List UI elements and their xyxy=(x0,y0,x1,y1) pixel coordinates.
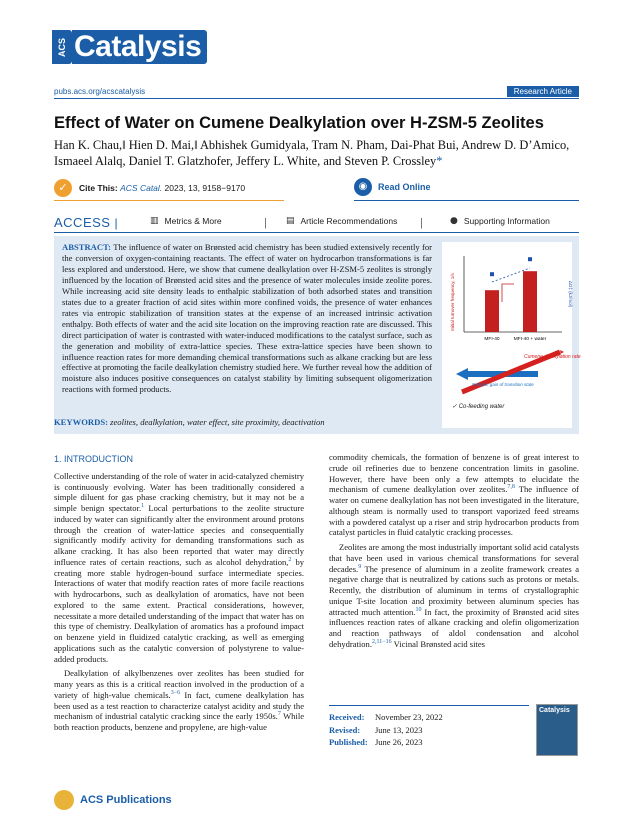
abstract-label: ABSTRACT: xyxy=(62,242,112,252)
read-underline xyxy=(354,200,579,201)
access-divider-1: | xyxy=(264,217,267,229)
section-heading: 1. INTRODUCTION xyxy=(54,454,134,464)
toc-y-right-label: ΔG‡ (kJ/mol) xyxy=(568,280,573,308)
r1b-text: The influence of water on cumene dealkylation has not been investigated in the literature, although steam is normally used to transport vaporized feed streams with a powdered catalyst up a riser and strip hydrocarbon products from catalyst particles in fluid catalytic cracking processes. xyxy=(329,484,579,538)
read-online-label: Read Online xyxy=(378,182,431,192)
metrics-label: Metrics & More xyxy=(164,216,222,226)
ref-link[interactable]: 2,11−16 xyxy=(371,638,392,645)
read-online-button[interactable] xyxy=(354,178,431,196)
toc-marker xyxy=(528,257,532,261)
p2b-text: In fact, cumene dealkylation has been used as a test reaction to characterize catalyst acidity and study the mechanism of industrial catalytic cracking since the early 1950s. xyxy=(54,689,304,722)
received-label: Received: xyxy=(329,712,365,722)
si-icon: ● xyxy=(450,216,458,226)
publisher-logo[interactable] xyxy=(54,790,172,810)
article-icon: ▤ xyxy=(286,216,295,226)
journal-cover-thumbnail[interactable] xyxy=(536,704,578,756)
article-dates xyxy=(329,705,529,749)
toc-arrow-left-label: Entropic gain of transition state xyxy=(472,382,534,387)
keywords-text: zeolites, dealkylation, water effect, site proximity, deactivation xyxy=(110,417,325,427)
toc-bar xyxy=(523,271,537,332)
toc-check-label: ✓ Co-feeding water xyxy=(452,404,505,410)
p2-text: Dealkylation of alkylbenzenes over zeolites has been studied for many years as this is a critical reaction involved in the production of a variety of high-value chemicals. xyxy=(54,668,304,700)
cover-title: Catalysis xyxy=(539,707,570,714)
logo-acs: ACS xyxy=(52,30,72,64)
toc-arrow-up-label: Cumene dealkylation rate xyxy=(524,354,581,360)
toc-bar xyxy=(485,290,499,332)
paragraph-1 xyxy=(54,471,304,665)
cite-underline xyxy=(54,200,284,201)
r2b-text: The presence of aluminum in a zeolite framework creates a negative charge that is neutralized by cations such as protons or metals. Recently, the distribution of aluminum in terms of crystallographic unique T-site location and proximity between aluminum species has attracted much attention. xyxy=(329,563,579,617)
keywords-label: KEYWORDS: xyxy=(54,417,108,427)
ref-link[interactable]: 3−6 xyxy=(170,689,181,696)
supporting-info-link[interactable] xyxy=(450,216,550,226)
r2c-text: In fact, the proximity of Brønsted acid sites influences reaction rates of alkane cracking and olefin oligomerization and reaction pathways of aldol condensation and alcohol dehydration. xyxy=(329,606,579,649)
ref-link[interactable]: 7,8 xyxy=(507,484,515,491)
published-date: June 26, 2023 xyxy=(375,737,423,747)
p1c-text: by creating more stable hydrogen-bound surface intermediate species. Interactions of water that modify reaction rates of more facile reactions with hydrocarbons, such as dealkylation of aromatics, have not been explored to the same extent. Practical considerations, however, necessitate a more detailed understanding of the impact that water has on this type of chemistry. Dealkylation of aromatics has a profound impact on benzene yield in fluidized catalytic cracking, as well as emerging applications such as the catalytic conversion of polystyrene to value-added products. xyxy=(54,556,304,664)
abstract-text: The influence of water on Brønsted acid chemistry has been studied extensively recently for the conversion of oxygen-containing reactants. The effect of water on hydrocarbon transformations is far less explored and understood. Here, we show that cumene dealkylation over H-ZSM-5 zeolites is strongly influenced by the location of Brønsted acid sites and the presence of water molecules inside zeolite pores. While increasing acid site density leads to enthalpic stabilization of both adsorbed states and transition states due to a greater fraction of acid sites within more confined voids, the presence of water enhances rates via entropic stabilization of transition states at the expense of an increased intrinsic activation enthalpy. Both effects of water and the acid site location on the improving reaction rate are discussed. This direct participation of water is contrasted with water-induced modifications to the catalyst surface, such as the generation and mobility of extra-lattice species. These extra-lattice species have been shown to influence reaction rates for more demanding chemical transformations such as alkane cracking but are less effective at promoting the facile dealkylation chemistry studied here. We further reveal how the addition of moisture also induces positive consequences on catalyst stability by limiting subsequent oligomerization reactions with formed products. xyxy=(62,242,432,395)
abstract xyxy=(62,242,432,395)
journal-logo[interactable] xyxy=(52,30,207,64)
article-type-badge: Research Article xyxy=(507,86,579,97)
journal-url[interactable]: pubs.acs.org/acscatalysis xyxy=(54,87,146,96)
ref-link[interactable]: 1 xyxy=(141,503,145,510)
toc-bar-label: MFI-40 + water xyxy=(513,337,547,342)
revised-date: June 13, 2023 xyxy=(375,724,423,735)
body-left-column xyxy=(54,454,304,737)
p1b-text: Local perturbations to the zeolite structure induced by water can significantly alter the environment around protons through the creation of water-lattice species and consequentially significantly modify activity for demanding transformations such as alkane cracking. It has also been reported that water may directly influence rates of certain reactions, such as alcohol dehydration, xyxy=(54,503,304,567)
cite-row xyxy=(54,178,579,198)
revised-label: Revised: xyxy=(329,724,361,735)
paragraph-4 xyxy=(329,542,579,650)
toc-y-left-label: Initial turnover frequency, 1/s xyxy=(450,273,455,331)
authors-line-2: Ismaeel Alalq, Daniel T. Glatzhofer, Jeffery L. White, and Steven P. Crossley xyxy=(54,153,437,168)
keywords xyxy=(54,417,325,427)
ref-link[interactable]: 9 xyxy=(358,563,362,570)
header-rule xyxy=(54,98,579,99)
cite-journal: ACS Catal. xyxy=(120,183,163,193)
body-right-column xyxy=(329,452,579,654)
access-divider-2: | xyxy=(420,217,423,229)
corresponding-mark[interactable]: * xyxy=(436,153,443,168)
abstract-box xyxy=(54,236,579,434)
ref-link[interactable]: 7 xyxy=(277,711,281,718)
recommendations-link[interactable] xyxy=(286,216,397,226)
author-list xyxy=(54,138,584,169)
ref-link[interactable]: 10 xyxy=(415,606,422,613)
logo-journal-name: Catalysis xyxy=(72,30,207,64)
cite-ref: 2023, 13, 9158−9170 xyxy=(164,183,246,193)
r1-text: commodity chemicals, the formation of benzene is of great interest to crude oil refineries due to benzene concentration limits in gasoline. However, there have been only a few attempts to elucidate the mechanism of cumene dealkylation over zeolites. xyxy=(329,452,579,495)
r2-text: Zeolites are among the most industrially important solid acid catalysts that have been used in various chemical transformations for several decades. xyxy=(329,542,579,574)
cite-check-icon: ✓ xyxy=(54,179,72,197)
toc-graphic-svg xyxy=(442,242,581,428)
cite-label: Cite This: xyxy=(79,183,118,193)
paragraph-3 xyxy=(329,452,579,538)
ref-link[interactable]: 2 xyxy=(288,556,292,563)
toc-graphic[interactable] xyxy=(442,242,581,428)
toc-check-text: Co-feeding water xyxy=(458,404,505,410)
access-label: ACCESS xyxy=(54,215,111,230)
received-date: November 23, 2022 xyxy=(375,712,443,722)
cite-this[interactable] xyxy=(79,183,245,193)
r2d-text: Vicinal Brønsted acid sites xyxy=(391,638,485,649)
toc-arrow-path xyxy=(502,284,514,302)
published-label: Published: xyxy=(329,737,368,747)
access-separator: | xyxy=(114,215,118,230)
article-title: Effect of Water on Cumene Dealkylation over H-ZSM-5 Zeolites xyxy=(54,114,544,132)
footer xyxy=(54,790,579,810)
toc-marker xyxy=(490,272,494,276)
globe-icon: ◉ xyxy=(354,178,372,196)
p1-text: Collective understanding of the role of water in acid-catalyzed chemistry is continuously evolving. Water has been traditionally considered a simple diluent for gas phase cracking chemistry, but it may not be a simple benign spectator. xyxy=(54,470,304,513)
supporting-label: Supporting Information xyxy=(463,216,550,226)
toc-bar-label: MFI-40 xyxy=(484,337,500,342)
access-bar xyxy=(54,213,579,233)
authors-line-1: Han K. Chau,‖ Hien D. Mai,‖ Abhishek Gumidyala, Tram N. Pham, Dai-Phat Bui, Andrew D. D’Amico, xyxy=(54,138,570,152)
bar-chart-icon: ▥ xyxy=(150,216,159,226)
metrics-link[interactable] xyxy=(150,216,222,226)
publisher-name: ACS Publications xyxy=(80,794,172,806)
p2c-text: While both reaction products, benzene and propylene, are high-value xyxy=(54,711,304,732)
acs-seal-icon xyxy=(54,790,74,810)
paragraph-2 xyxy=(54,668,304,733)
recommendations-label: Article Recommendations xyxy=(300,216,398,226)
